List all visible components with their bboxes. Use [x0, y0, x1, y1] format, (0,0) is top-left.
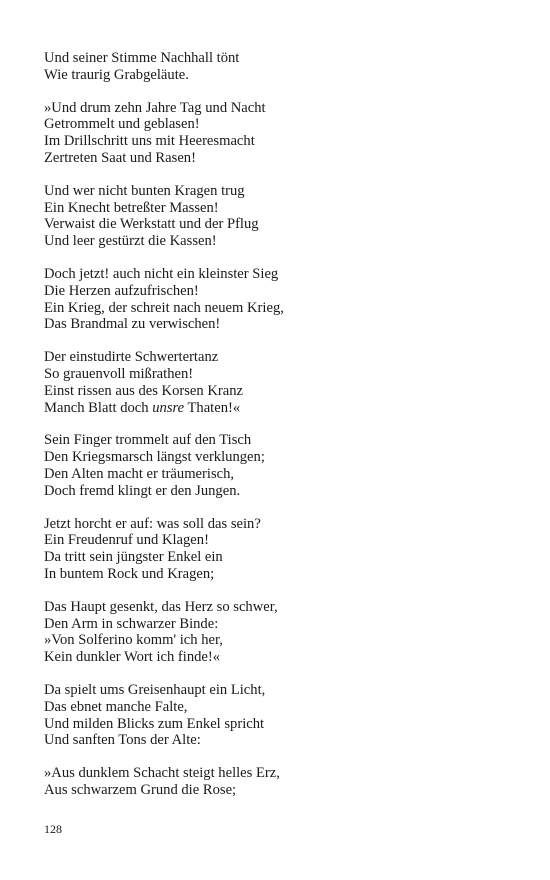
line-text: Und wer nicht bunten Kragen trug: [44, 182, 245, 199]
verse-line: [44, 432, 514, 449]
line-text: Kein dunkler Wort ich finde!«: [44, 649, 221, 666]
line-text: Sein Finger trommelt auf den Tisch: [44, 432, 252, 449]
verse-line: [44, 532, 514, 549]
stanza: [44, 765, 514, 799]
line-text: Da spielt ums Greisenhaupt ein Licht,: [44, 681, 266, 698]
line-text: Das Brandmal zu verwischen!: [44, 316, 221, 333]
verse-line: [44, 549, 514, 566]
verse-line: [44, 50, 514, 67]
line-text: Und milden Blicks zum Enkel spricht: [44, 715, 265, 732]
verse-line: [44, 449, 514, 466]
line-text: Ein Freudenruf und Klagen!: [44, 532, 209, 549]
line-text: Und seiner Stimme Nachhall tönt: [44, 50, 240, 66]
line-text: So grauenvoll mißrathen!: [44, 365, 194, 382]
stanza: [44, 432, 514, 499]
stanza: [44, 349, 514, 416]
stanza: [44, 682, 514, 749]
stanza: [44, 100, 514, 167]
stanza: [44, 183, 514, 250]
verse-line: [44, 466, 514, 483]
line-text: Die Herzen aufzufrischen!: [44, 282, 199, 299]
line-text: Zertreten Saat und Rasen!: [44, 149, 196, 166]
verse-line: [44, 649, 514, 666]
line-text: Wie traurig Grabgeläute.: [44, 66, 189, 83]
line-text: Einst rissen aus des Korsen Kranz: [44, 382, 243, 399]
verse-line: [44, 283, 514, 300]
stanza: [44, 599, 514, 666]
verse-line: [44, 150, 514, 167]
line-text: Den Arm in schwarzer Binde:: [44, 615, 219, 632]
verse-line: [44, 67, 514, 84]
verse-line: [44, 216, 514, 233]
verse-line: [44, 233, 514, 250]
verse-line: [44, 483, 514, 500]
line-text: »Aus dunklem Schacht steigt helles Erz,: [44, 765, 280, 782]
verse-line: [44, 316, 514, 333]
line-text: Den Kriegsmarsch längst verklungen;: [44, 449, 265, 466]
line-text: Der einstudirte Schwertertanz: [44, 349, 219, 366]
verse-line: [44, 133, 514, 150]
verse-line: [44, 782, 514, 799]
verse-line: [44, 616, 514, 633]
line-text: Aus schwarzem Grund die Rose;: [44, 781, 237, 798]
line-text: Das Haupt gesenkt, das Herz so schwer,: [44, 598, 278, 615]
verse-line: [44, 400, 514, 417]
line-text: »Und drum zehn Jahre Tag und Nacht: [44, 99, 266, 116]
verse-line: [44, 632, 514, 649]
verse-line: [44, 699, 514, 716]
verse-line: [44, 200, 514, 217]
line-text: In buntem Rock und Kragen;: [44, 565, 215, 582]
verse-line: [44, 732, 514, 749]
line-text: Im Drillschritt uns mit Heeresmacht: [44, 133, 255, 150]
line-text: Doch fremd klingt er den Jungen.: [44, 482, 241, 499]
line-text: »Von Solferino komm' ich her,: [44, 632, 223, 649]
stanza: [44, 266, 514, 333]
line-text: Getrommelt und geblasen!: [44, 116, 200, 133]
verse-line: [44, 300, 514, 317]
line-text: Thaten!«: [184, 399, 241, 416]
poem-text: [44, 50, 514, 815]
line-text: Da tritt sein jüngster Enkel ein: [44, 549, 223, 566]
page-number: 128: [44, 822, 62, 836]
verse-line: [44, 599, 514, 616]
verse-line: [44, 100, 514, 117]
line-text: Ein Knecht betreßter Massen!: [44, 199, 219, 216]
verse-line: [44, 566, 514, 583]
line-text: Manch Blatt doch: [44, 399, 153, 416]
verse-line: [44, 116, 514, 133]
verse-line: [44, 383, 514, 400]
line-text: Doch jetzt! auch nicht ein kleinster Sieg: [44, 265, 279, 282]
stanza: [44, 516, 514, 583]
verse-line: [44, 183, 514, 200]
line-text: Und sanften Tons der Alte:: [44, 732, 201, 749]
verse-line: [44, 765, 514, 782]
verse-line: [44, 682, 514, 699]
line-text: Verwaist die Werkstatt und der Pflug: [44, 216, 259, 233]
stanza: [44, 50, 514, 84]
verse-line: [44, 516, 514, 533]
emphasized-word: unsre: [152, 399, 185, 416]
line-text: Und leer gestürzt die Kassen!: [44, 233, 217, 250]
line-text: Den Alten macht er träumerisch,: [44, 465, 235, 482]
line-text: Jetzt horcht er auf: was soll das sein?: [44, 515, 261, 532]
verse-line: [44, 716, 514, 733]
line-text: Ein Krieg, der schreit nach neuem Krieg,: [44, 299, 284, 316]
verse-line: [44, 266, 514, 283]
verse-line: [44, 366, 514, 383]
verse-line: [44, 349, 514, 366]
line-text: Das ebnet manche Falte,: [44, 698, 188, 715]
